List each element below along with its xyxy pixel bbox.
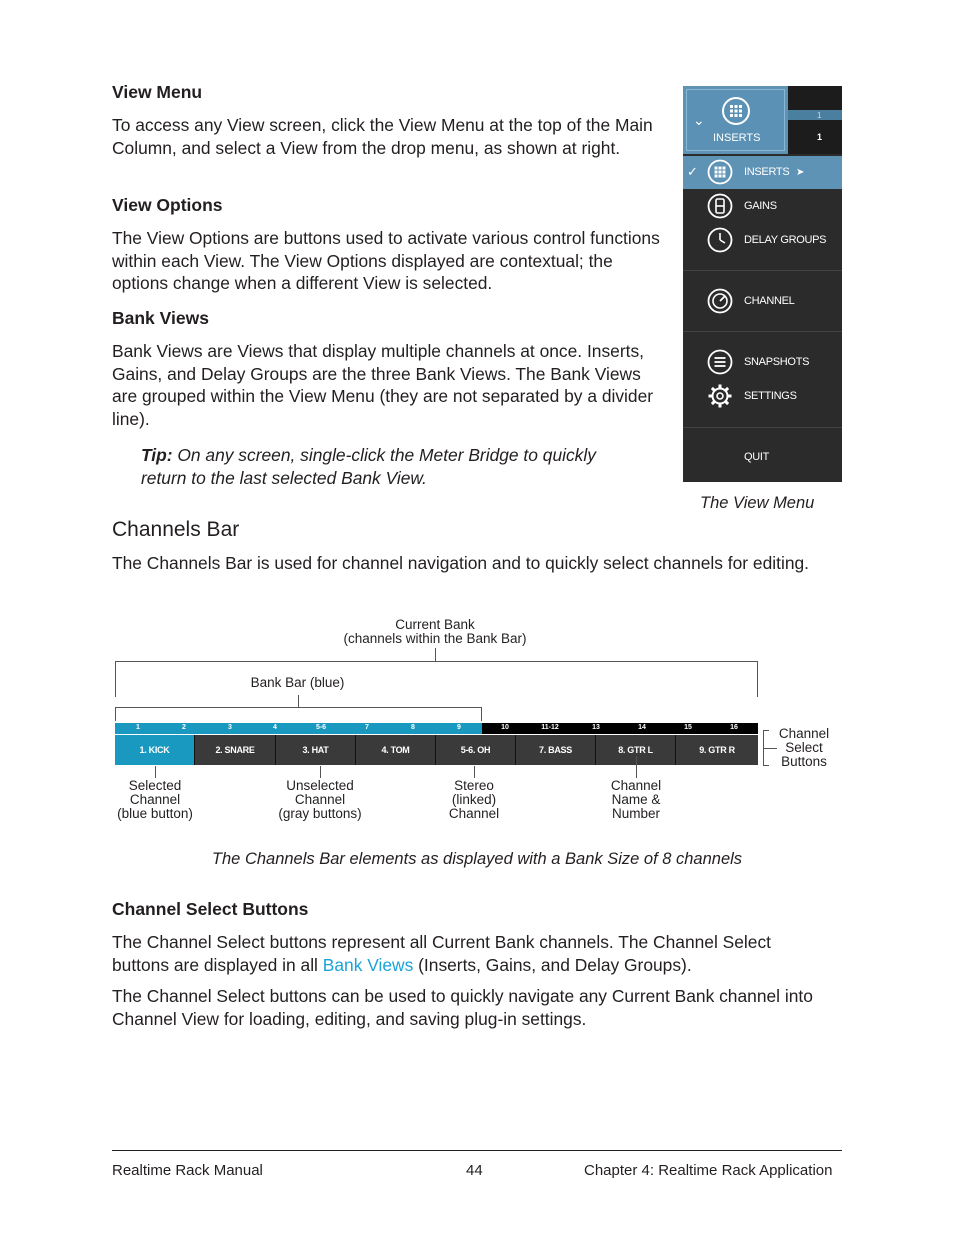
channel-number: 13 <box>592 724 600 731</box>
view-menu-screenshot <box>683 86 842 482</box>
label-line: Number <box>611 806 660 821</box>
channel-select-body-1 <box>112 931 832 976</box>
view-menu-caption: The View Menu <box>700 494 815 512</box>
clock-icon <box>707 227 733 253</box>
channel-number: 15 <box>684 724 692 731</box>
channel-number: 2 <box>182 724 186 731</box>
tip-note <box>141 444 641 489</box>
current-bank-label <box>300 618 570 646</box>
label-line: Name & <box>611 792 661 807</box>
channel-button-hat[interactable]: 3. HAT <box>276 735 356 765</box>
menu-divider <box>683 331 842 332</box>
view-options-heading: View Options <box>112 195 223 215</box>
body-text: The Channel Select buttons represent all Current Bank channels. The Channel Select buttons are displayed in all <box>112 932 771 975</box>
selected-channel-label <box>100 779 210 821</box>
menu-item-quit[interactable] <box>683 442 842 476</box>
menu-item-label: CHANNEL <box>744 295 795 307</box>
channel-number: 3 <box>228 724 232 731</box>
footer-left: Realtime Rack Manual <box>112 1162 263 1179</box>
menu-item-label: SETTINGS <box>744 390 797 402</box>
unselected-channel-label <box>260 779 380 821</box>
channel-button-gtr-l[interactable]: 8. GTR L <box>596 735 676 765</box>
label-line: Channel <box>778 726 830 741</box>
menu-item-inserts[interactable] <box>683 156 842 189</box>
menu-item-snapshots[interactable] <box>683 346 842 380</box>
menu-divider <box>683 270 842 271</box>
label-line: Selected <box>128 778 182 793</box>
channel-number: 4 <box>273 724 277 731</box>
channels-bar-heading: Channels Bar <box>112 518 240 541</box>
channel-select-label <box>775 727 833 769</box>
label-line: Select <box>785 740 823 755</box>
channel-number: 5-6 <box>315 724 327 731</box>
view-menu-button-label: INSERTS <box>713 132 761 144</box>
label-line: Channel <box>294 792 346 807</box>
channels-bar-body: The Channels Bar is used for channel navigation and to quickly select channels for editing. <box>112 553 810 573</box>
channel-select-body-2: The Channel Select buttons can be used to quickly navigate any Current Bank channel into Channel View for loading, editing, and saving plug-in settings. <box>112 986 813 1029</box>
body-text: (Inserts, Gains, and Delay Groups). <box>413 954 692 975</box>
label-line: Channel <box>448 806 500 821</box>
channel-button-tom[interactable]: 4. TOM <box>356 735 436 765</box>
menu-item-delay-groups[interactable] <box>683 224 842 258</box>
channel-number: 7 <box>365 724 369 731</box>
current-bank-subtitle: (channels within the Bank Bar) <box>343 631 527 646</box>
bank-views-link[interactable]: Bank Views <box>322 954 414 975</box>
view-menu-button[interactable] <box>683 86 788 154</box>
channel-button-kick[interactable]: 1. KICK <box>115 735 195 765</box>
channel-button-gtr-r[interactable]: 9. GTR R <box>676 735 758 765</box>
label-line: Channel <box>610 778 662 793</box>
gains-icon <box>707 193 733 219</box>
dial-icon <box>707 288 733 314</box>
bank-bar-label: Bank Bar (blue) <box>250 675 345 690</box>
stereo-channel-label <box>424 779 524 821</box>
channel-number: 10 <box>501 724 509 731</box>
channel-select-heading: Channel Select Buttons <box>112 899 309 919</box>
label-line: (gray buttons) <box>278 806 362 821</box>
view-menu-heading: View Menu <box>112 82 203 102</box>
label-line: Buttons <box>781 754 827 769</box>
view-menu-body: To access any View screen, click the View Menu at the top of the Main Column, and select a View from the drop menu, as shown at right. <box>112 115 653 158</box>
bank-views-body: Bank Views are Views that display multiple channels at once. Inserts, Gains, and Delay Groups are the three Bank Views. The Bank Views are grouped within the View Menu (they are not separated by a divider line). <box>112 341 654 429</box>
bank-views-heading: Bank Views <box>112 308 209 328</box>
menu-item-label: QUIT <box>744 451 770 463</box>
checkmark-icon: ✓ <box>687 164 698 179</box>
chevron-down-icon: ⌄ <box>693 112 705 128</box>
channel-number: 8 <box>411 724 415 731</box>
footer-rule <box>112 1150 842 1151</box>
footer-right: Chapter 4: Realtime Rack Application <box>584 1162 833 1179</box>
side-panel <box>788 86 842 154</box>
current-bank-title: Current Bank <box>395 617 475 632</box>
channel-number: 14 <box>638 724 646 731</box>
page-number: 44 <box>466 1162 483 1179</box>
view-options-body: The View Options are buttons used to activate various control functions within each View. The View Options displayed are contextual; the options change when a different View is selected. <box>112 228 660 294</box>
menu-item-settings[interactable] <box>683 380 842 414</box>
menu-item-label: INSERTS <box>744 166 790 178</box>
label-line: Stereo <box>454 778 494 793</box>
channel-number-row <box>115 723 758 734</box>
channel-name-label <box>586 779 686 821</box>
bank-bar <box>115 723 482 734</box>
channel-select-buttons <box>115 735 758 765</box>
label-line: (linked) <box>451 792 497 807</box>
channel-number: 9 <box>457 724 461 731</box>
inserts-icon <box>707 159 733 185</box>
tip-text: On any screen, single-click the Meter Bridge to quickly return to the last selected Bank View. <box>141 445 596 488</box>
channel-button-oh[interactable]: 5-6. OH <box>436 735 516 765</box>
channel-number: 1 <box>136 724 140 731</box>
cursor-icon: ➤ <box>796 167 805 178</box>
channel-number: 16 <box>730 724 738 731</box>
menu-item-label: SNAPSHOTS <box>744 356 810 368</box>
menu-item-channel[interactable] <box>683 285 842 319</box>
menu-item-gains[interactable] <box>683 190 842 224</box>
tip-label: Tip: <box>141 445 173 465</box>
label-line: (blue button) <box>117 806 193 821</box>
channels-bar-caption: The Channels Bar elements as displayed with a Bank Size of 8 channels <box>211 850 743 868</box>
side-top-number: 1 <box>817 111 822 120</box>
list-icon <box>707 349 733 375</box>
gear-icon <box>707 383 733 409</box>
label-line: Channel <box>129 792 181 807</box>
label-line: Unselected <box>286 778 354 793</box>
channel-button-bass[interactable]: 7. BASS <box>516 735 596 765</box>
menu-divider <box>683 427 842 428</box>
channel-number: 11-12 <box>541 724 559 731</box>
inserts-icon <box>721 96 751 126</box>
menu-item-label: GAINS <box>744 200 777 212</box>
channel-button-snare[interactable]: 2. SNARE <box>195 735 276 765</box>
menu-item-label: DELAY GROUPS <box>744 234 827 246</box>
side-number: 1 <box>817 132 823 142</box>
